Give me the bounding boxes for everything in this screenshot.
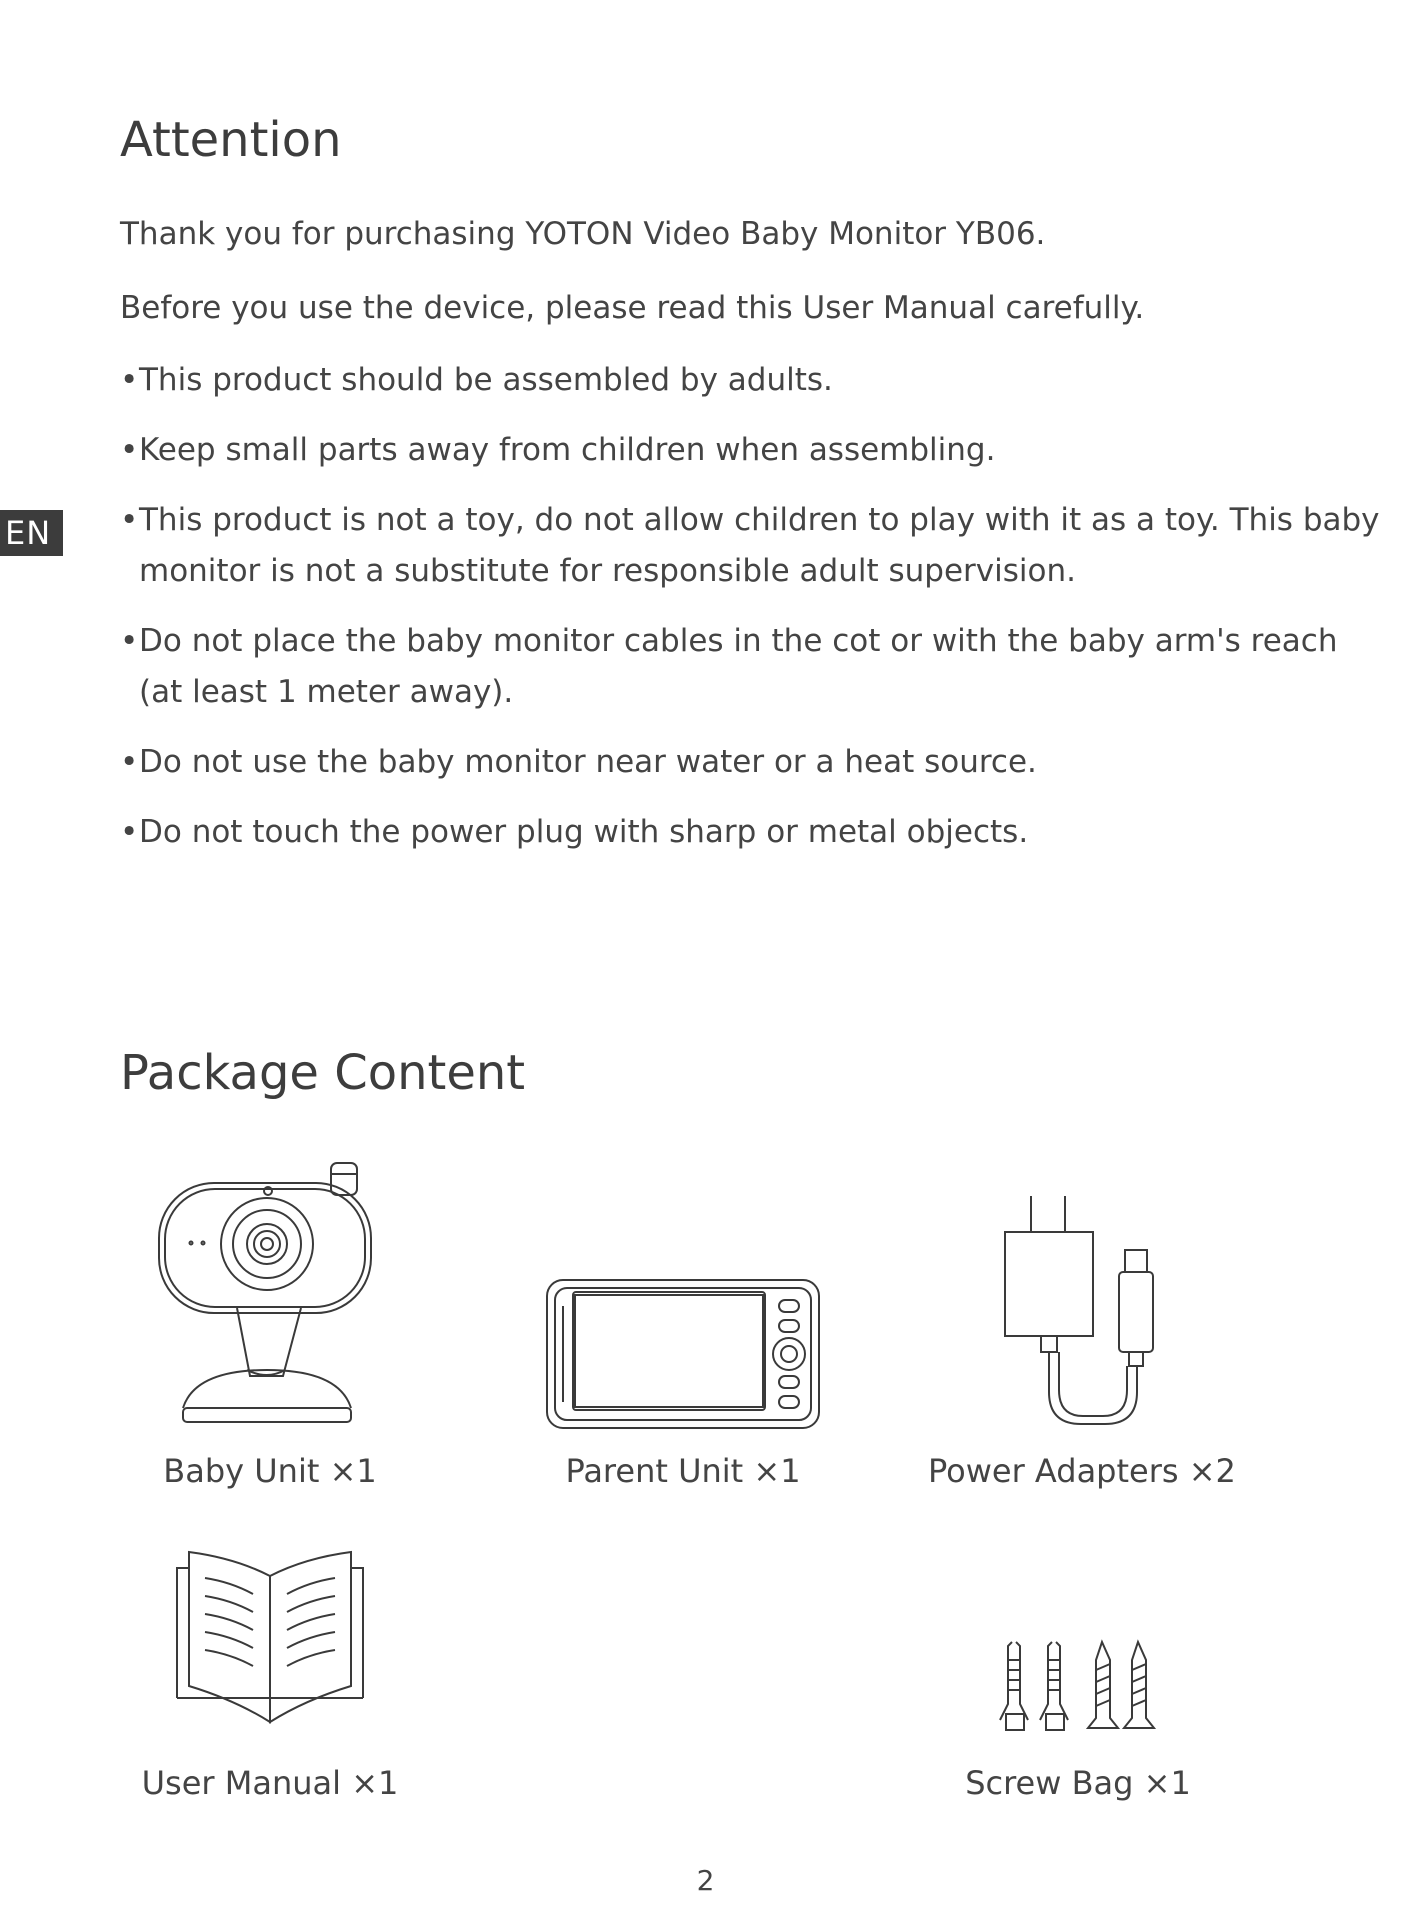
bullet-line: (at least 1 meter away). bbox=[139, 674, 514, 710]
bullet-line: This product is not a toy, do not allow children to play with it as a toy. This baby bbox=[139, 502, 1380, 538]
before-use-text: Before you use the device, please read this User Manual carefully. bbox=[120, 290, 1145, 326]
package-item-label: Power Adapters ×2 bbox=[928, 1452, 1236, 1490]
package-item-label: Baby Unit ×1 bbox=[163, 1452, 377, 1490]
page-number: 2 bbox=[696, 1864, 715, 1897]
bullet-item bbox=[120, 495, 1380, 597]
package-item-label: Parent Unit ×1 bbox=[565, 1452, 801, 1490]
bullet-dot: • bbox=[120, 623, 139, 659]
bullet-dot: • bbox=[120, 502, 139, 538]
bullet-dot: • bbox=[120, 432, 139, 468]
bullet-line: monitor is not a substitute for responsible adult supervision. bbox=[139, 553, 1076, 589]
baby-camera-icon bbox=[155, 1158, 385, 1430]
parent-monitor-icon bbox=[545, 1278, 821, 1430]
language-tab: EN bbox=[0, 510, 63, 556]
bullet-item bbox=[120, 807, 1028, 858]
bullet-dot: • bbox=[120, 744, 139, 780]
bullet-line: Do not place the baby monitor cables in the cot or with the baby arm's reach bbox=[139, 623, 1338, 659]
package-item-label: Screw Bag ×1 bbox=[965, 1764, 1191, 1802]
package-item-label: User Manual ×1 bbox=[141, 1764, 399, 1802]
bullet-line: This product should be assembled by adults. bbox=[139, 362, 833, 398]
bullet-dot: • bbox=[120, 362, 139, 398]
bullet-item bbox=[120, 737, 1037, 788]
bullet-line: Keep small parts away from children when assembling. bbox=[139, 432, 996, 468]
bullet-item bbox=[120, 616, 1337, 718]
bullet-line: Do not use the baby monitor near water or a heat source. bbox=[139, 744, 1037, 780]
intro-text: Thank you for purchasing YOTON Video Baby Monitor YB06. bbox=[120, 216, 1046, 252]
bullet-line: Do not touch the power plug with sharp or metal objects. bbox=[139, 814, 1029, 850]
screws-icon bbox=[998, 1640, 1160, 1734]
open-book-icon bbox=[175, 1550, 365, 1726]
bullet-item bbox=[120, 355, 833, 406]
bullet-dot: • bbox=[120, 814, 139, 850]
package-heading: Package Content bbox=[120, 1045, 526, 1101]
power-adapter-icon bbox=[1003, 1194, 1163, 1430]
bullet-item bbox=[120, 425, 995, 476]
attention-heading: Attention bbox=[120, 112, 342, 168]
